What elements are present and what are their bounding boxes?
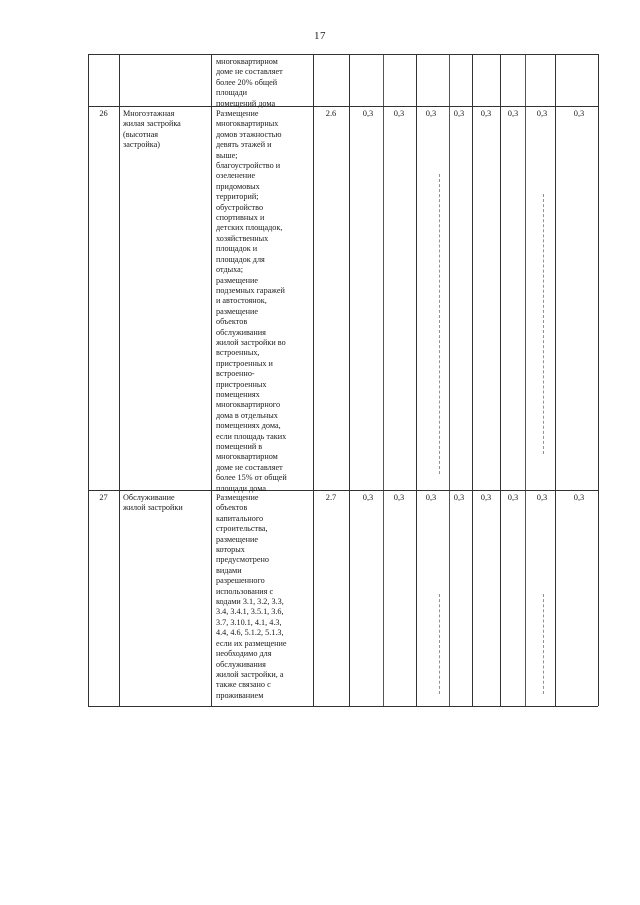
ratio-value: 0,3 [507, 493, 519, 502]
scan-artifact [439, 174, 440, 474]
zone-description: Размещение многоквартирных домов этажностью девять этажей и выше; благоустройство и озеленение придомовых территорий; обустройство спортивных и детских площадок, хозяйственных площадок и площадок для отдыха; размещение подземных гаражей и автостоянок, размещение объектов обслуживания жилой застройки во встроенных, пристроенных и встроенно- пристроенных помещениях многоквартирного дома в отдельных помещениях дома, если площадь таких помещений в многоквартирном доме не составляет более 15% от общей площади дома [216, 109, 287, 493]
row-number: 27 [99, 493, 108, 502]
ratio-value: 0,3 [480, 493, 492, 502]
continuation-description: многоквартирном доме не составляет более 20% общей площади помещений дома [216, 57, 283, 108]
ratio-value: 0,3 [573, 109, 585, 118]
scan-artifact [543, 594, 544, 694]
ratio-value: 0,3 [453, 109, 465, 118]
ratio-value: 0,3 [393, 493, 405, 502]
table-border-bottom [88, 706, 598, 707]
ratio-value: 0,3 [536, 109, 548, 118]
ratio-value: 0,3 [507, 109, 519, 118]
ratio-value: 0,3 [425, 493, 437, 502]
table-border-top [88, 54, 598, 55]
zone-description: Размещение объектов капитального строительства, размещение которых предусмотрено видами разрешенного использования с кодами 3.1, 3.2, 3.3, 3.4, 3.4.1, 3.5.1, 3.6, 3.7, 3.10.1, 4.1, 4.3, 4.4, 4.6, 5.1.2, 5.1.3, если их размещение необходимо для обслуживания жилой застройки, а также связано с проживанием [216, 493, 287, 700]
table-border-right [598, 54, 599, 706]
row-divider [88, 490, 598, 491]
column-divider [472, 54, 473, 706]
zone-name: Многоэтажная жилая застройка (высотная застройка) [123, 109, 181, 150]
column-divider [313, 54, 314, 706]
ratio-value: 0,3 [393, 109, 405, 118]
ratio-value: 0,3 [453, 493, 465, 502]
column-divider [525, 54, 526, 706]
row-number: 26 [99, 109, 108, 118]
ratio-value: 0,3 [480, 109, 492, 118]
column-divider [349, 54, 350, 706]
row-divider [88, 106, 598, 107]
use-code: 2.6 [325, 109, 337, 118]
column-divider [416, 54, 417, 706]
column-divider [449, 54, 450, 706]
table-border-left [88, 54, 89, 706]
ratio-value: 0,3 [362, 109, 374, 118]
ratio-value: 0,3 [425, 109, 437, 118]
ratio-value: 0,3 [536, 493, 548, 502]
land-use-table [88, 54, 598, 706]
ratio-value: 0,3 [362, 493, 374, 502]
column-divider [211, 54, 212, 706]
zone-name: Обслуживание жилой застройки [123, 493, 183, 513]
ratio-value: 0,3 [573, 493, 585, 502]
scan-artifact [543, 194, 544, 454]
column-divider [500, 54, 501, 706]
column-divider [555, 54, 556, 706]
column-divider [383, 54, 384, 706]
page-number: 17 [314, 30, 326, 42]
scan-artifact [439, 594, 440, 694]
column-divider [119, 54, 120, 706]
use-code: 2.7 [325, 493, 337, 502]
